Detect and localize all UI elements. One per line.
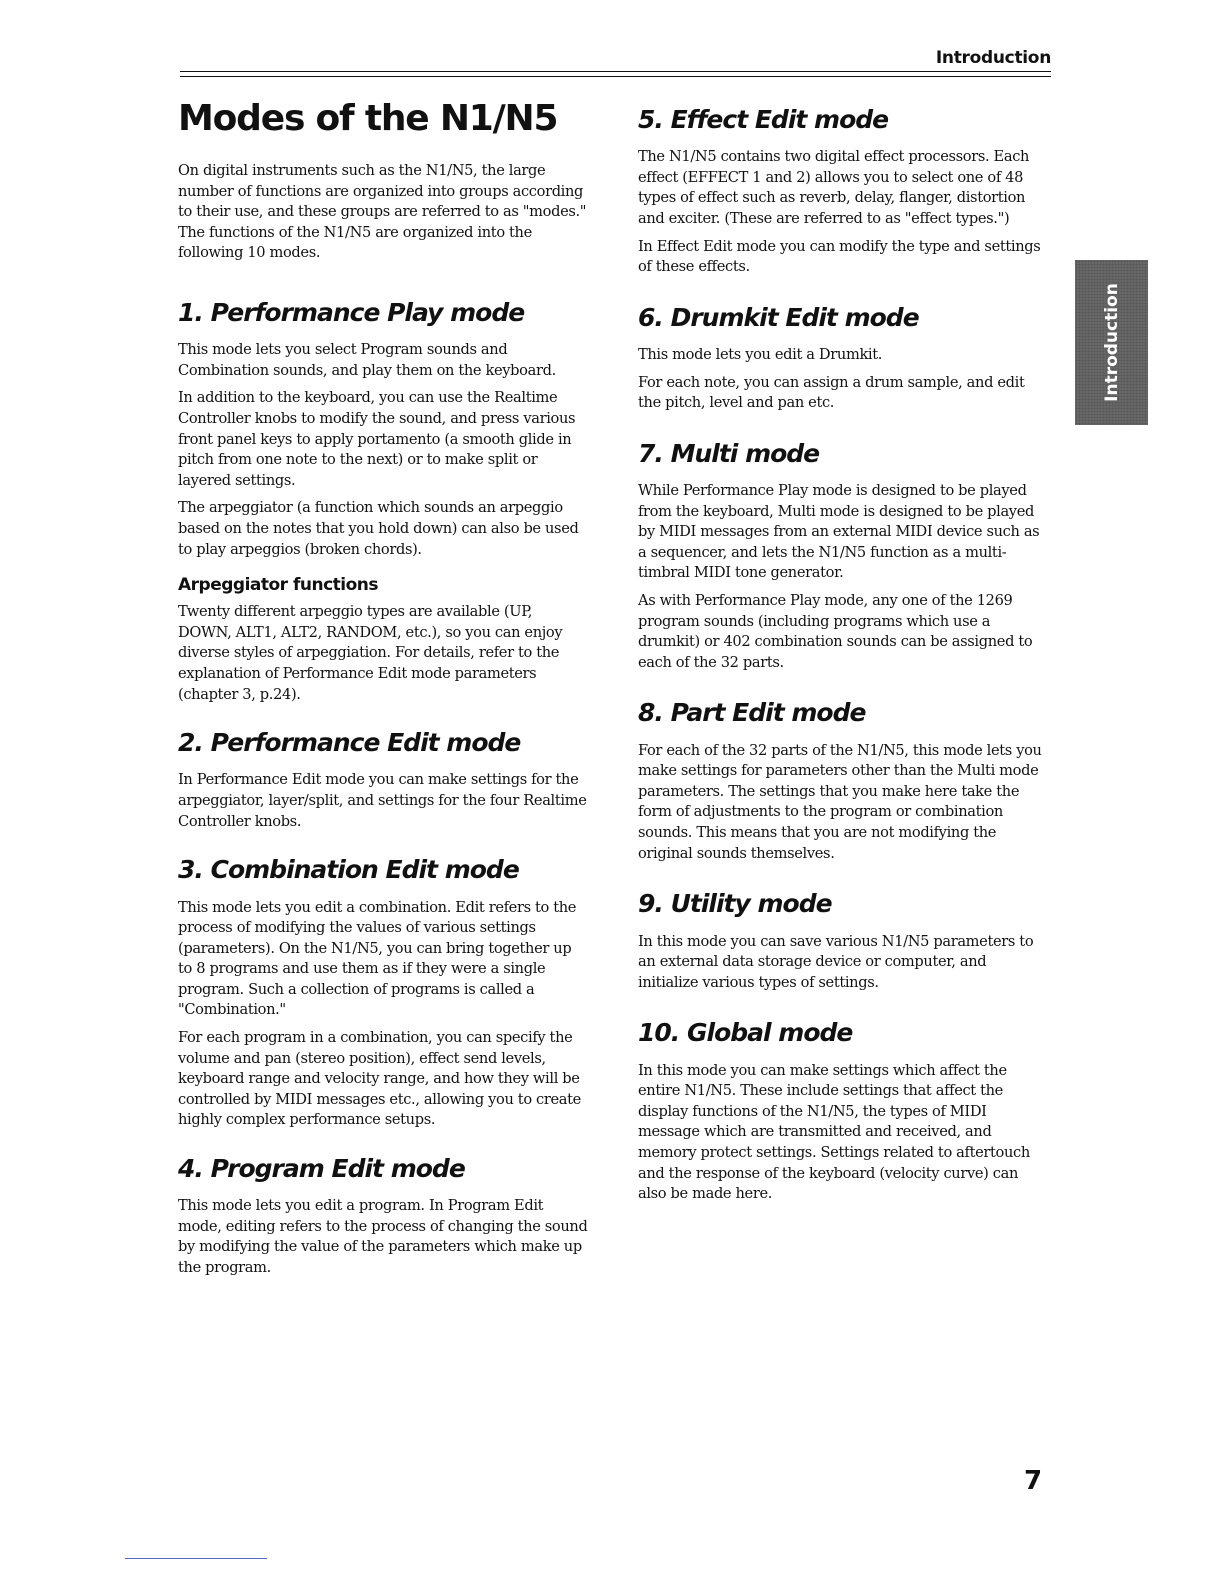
paragraph: In Effect Edit mode you can modify the type and settings of these effects. — [638, 237, 1041, 276]
paragraph: For each note, you can assign a drum sample, and edit the pitch, level and pan etc. — [638, 373, 1025, 412]
paragraph: This mode lets you select Program sounds and Combination sounds, and play them on the keyboard. — [178, 341, 556, 379]
page-number: 7 — [1024, 1466, 1043, 1496]
section-drumkit-edit — [638, 302, 1048, 414]
section-performance-play — [178, 297, 588, 705]
section-performance-edit — [178, 727, 588, 832]
paragraph: This mode lets you edit a program. In Program Edit mode, editing refers to the process of changing the sound by modifying the value of the parameters which make up the program. — [178, 1197, 588, 1277]
running-head: Introduction — [935, 48, 1051, 68]
paragraph: The arpeggiator (a function which sounds an arpeggio based on the notes that you hold down) can also be used to play arpeggios (broken chords). — [178, 499, 579, 558]
section-global — [638, 1017, 1048, 1204]
section-combination-edit — [178, 854, 588, 1131]
paragraph: In this mode you can save various N1/N5 parameters to an external data storage device or computer, and initialize various types of settings. — [638, 932, 1034, 991]
paragraph: For each program in a combination, you can specify the volume and pan (stereo position), effect send levels, keyboard range and velocity range, and how they will be controlled by MIDI messages etc., allowing you to create highly complex performance setups. — [178, 1029, 581, 1129]
section-part-edit — [638, 697, 1048, 864]
footer-rule — [125, 1558, 267, 1559]
header-rule — [180, 71, 1051, 72]
section-heading: 8. Part Edit mode — [638, 698, 866, 728]
section-heading: 4. Program Edit mode — [178, 1154, 465, 1184]
right-column — [638, 104, 1048, 1229]
section-heading: 9. Utility mode — [638, 889, 832, 919]
section-effect-edit — [638, 104, 1048, 278]
paragraph: In addition to the keyboard, you can use the Realtime Controller knobs to modify the sound, and press various front panel keys to apply portamento (a smooth glide in pitch from one note to the next) or to make split or layered settings. — [178, 389, 576, 489]
paragraph: In Performance Edit mode you can make settings for the arpeggiator, layer/split, and settings for the four Realtime Controller knobs. — [178, 771, 587, 830]
paragraph: For each of the 32 parts of the N1/N5, this mode lets you make settings for parameters other than the Multi mode parameters. The settings that you make here take the form of adjustments to the program or combination sounds. This means that you are not modifying the original sounds themselves. — [638, 741, 1042, 862]
header-rule-secondary — [180, 76, 1051, 77]
section-utility — [638, 888, 1048, 993]
paragraph: Twenty different arpeggio types are available (UP, DOWN, ALT1, ALT2, RANDOM, etc.), so you can enjoy diverse styles of arpeggiation. For details, refer to the explanation of Performance Edit mode parameters (chapter 3, p.24). — [178, 603, 563, 703]
section-heading: 5. Effect Edit mode — [638, 105, 889, 134]
section-heading: 1. Performance Play mode — [178, 297, 525, 327]
side-tab-label: Introduction — [1101, 283, 1122, 402]
section-heading: 6. Drumkit Edit mode — [638, 302, 919, 332]
section-heading: 2. Performance Edit mode — [178, 728, 521, 758]
paragraph: While Performance Play mode is designed to be played from the keyboard, Multi mode is designed to be played by MIDI messages from an external MIDI device such as a sequencer, and lets the N1/N5 function as a multi-timbral MIDI tone generator. — [638, 482, 1040, 582]
intro-paragraph: On digital instruments such as the N1/N5, the large number of functions are organized into groups according to their use, and these groups are referred to as "modes." The functions of the N1/N5 are organized into the following 10 modes. — [178, 162, 587, 262]
page-title: Modes of the N1/N5 — [178, 98, 558, 139]
section-heading: 3. Combination Edit mode — [178, 855, 519, 885]
paragraph: As with Performance Play mode, any one of the 1269 program sounds (including programs which use a drumkit) or 402 combination sounds can be assigned to each of the 32 parts. — [638, 592, 1033, 671]
section-heading: 10. Global mode — [638, 1018, 853, 1048]
section-heading: 7. Multi mode — [638, 438, 820, 468]
paragraph: In this mode you can make settings which affect the entire N1/N5. These include settings that affect the display functions of the N1/N5, the types of MIDI message which are transmitted and received, and memory protect settings. Settings related to aftertouch and the response of the keyboard (velocity curve) can also be made here. — [638, 1061, 1030, 1203]
section-multi — [638, 438, 1048, 674]
paragraph: This mode lets you edit a Drumkit. — [638, 346, 883, 364]
subsection-heading: Arpeggiator functions — [178, 575, 379, 596]
paragraph: This mode lets you edit a combination. Edit refers to the process of modifying the values of various settings (parameters). On the N1/N5, you can bring together up to 8 programs and use them as if they were a single program. Such a collection of programs is called a "Combination." — [178, 898, 577, 1019]
section-program-edit — [178, 1153, 588, 1279]
paragraph: The N1/N5 contains two digital effect processors. Each effect (EFFECT 1 and 2) allows you to select one of 48 types of effect such as reverb, delay, flanger, distortion and exciter. (These are referred to as "effect types.") — [638, 148, 1030, 228]
left-column — [178, 96, 588, 1301]
chapter-side-tab — [1075, 260, 1148, 425]
